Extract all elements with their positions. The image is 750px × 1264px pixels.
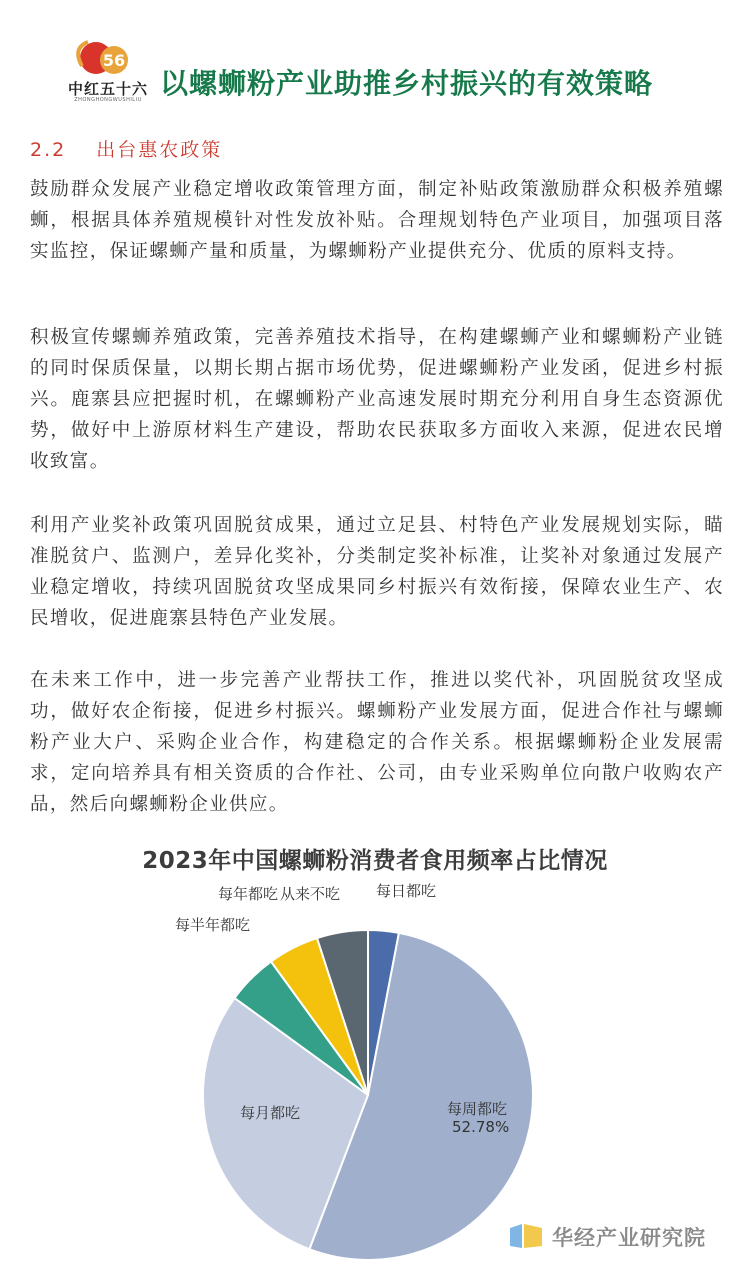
logo-subtext: ZHONGHONGWUSHILIU xyxy=(74,97,142,103)
section-number: 2.2 xyxy=(30,139,67,161)
watermark-logo-icon xyxy=(508,1220,544,1250)
paragraph-3: 利用产业奖补政策巩固脱贫成果，通过立足县、村特色产业发展规划实际，瞄准脱贫户、监测户，差异化奖补，分类制定奖补标准，让奖补对象通过发展产业稳定增收，持续巩固脱贫攻坚成果同乡村振兴有效衔接，保障农业生产、农民增收，促进鹿寨县特色产业发展。 xyxy=(30,515,724,629)
paragraph-4: 在未来工作中，进一步完善产业帮扶工作，推进以奖代补，巩固脱贫攻坚成功，做好农企衔接，促进乡村振兴。螺蛳粉产业发展方面，促进合作社与螺蛳粉产业大户、采购企业合作，构建稳定的合作关系。根据螺蛳粉企业发展需求，定向培养具有相关资质的合作社、公司，由专业采购单位向散户收购农产品，然后向螺蛳粉企业供应。 xyxy=(30,670,724,815)
pie-chart xyxy=(0,820,750,1264)
page-title: 以螺蛳粉产业助推乡村振兴的有效策略 xyxy=(160,67,654,100)
logo-badge-number: 56 xyxy=(102,51,126,70)
slice-label-monthly: 每月都吃 xyxy=(240,1104,301,1122)
header xyxy=(0,0,750,120)
section-heading xyxy=(30,135,222,162)
section-title: 出台惠农政策 xyxy=(96,139,223,161)
slice-label-yearly: 每年都吃 xyxy=(218,885,279,903)
paragraph-1: 鼓励群众发展产业稳定增收政策管理方面，制定补贴政策激励群众积极养殖螺蛳，根据具体养殖规模针对性发放补贴。合理规划特色产业项目，加强项目落实监控，保证螺蛳产量和质量，为螺蛳粉产业提供充分、优质的原料支持。 xyxy=(30,179,724,262)
paragraph-2: 积极宣传螺蛳养殖政策，完善养殖技术指导，在构建螺蛳产业和螺蛳粉产业链的同时保质保量，以期长期占据市场优势，促进螺蛳粉产业发函，促进乡村振兴。鹿寨县应把握时机，在螺蛳粉产业高速发展时期充分利用自身生态资源优势，做好中上游原材料生产建设，帮助农民获取多方面收入来源，促进农民增收致富。 xyxy=(30,327,724,472)
pie-chart-svg xyxy=(0,820,750,1264)
watermark-logo-right xyxy=(524,1224,542,1248)
slice-label-daily: 每日都吃 xyxy=(376,882,437,900)
logo-text: 中红五十六 xyxy=(67,80,148,98)
watermark-logo-left xyxy=(510,1224,522,1248)
slice-label-never: 从来不吃 xyxy=(280,885,341,903)
watermark-text: 华经产业研究院 xyxy=(552,1226,706,1250)
chart-title: 2023年中国螺蛳粉消费者食用频率占比情况 xyxy=(142,848,608,874)
slice-value-weekly: 52.78% xyxy=(452,1118,510,1136)
slice-label-half-yearly: 每半年都吃 xyxy=(175,916,251,934)
slice-label-weekly: 每周都吃 xyxy=(447,1100,508,1118)
